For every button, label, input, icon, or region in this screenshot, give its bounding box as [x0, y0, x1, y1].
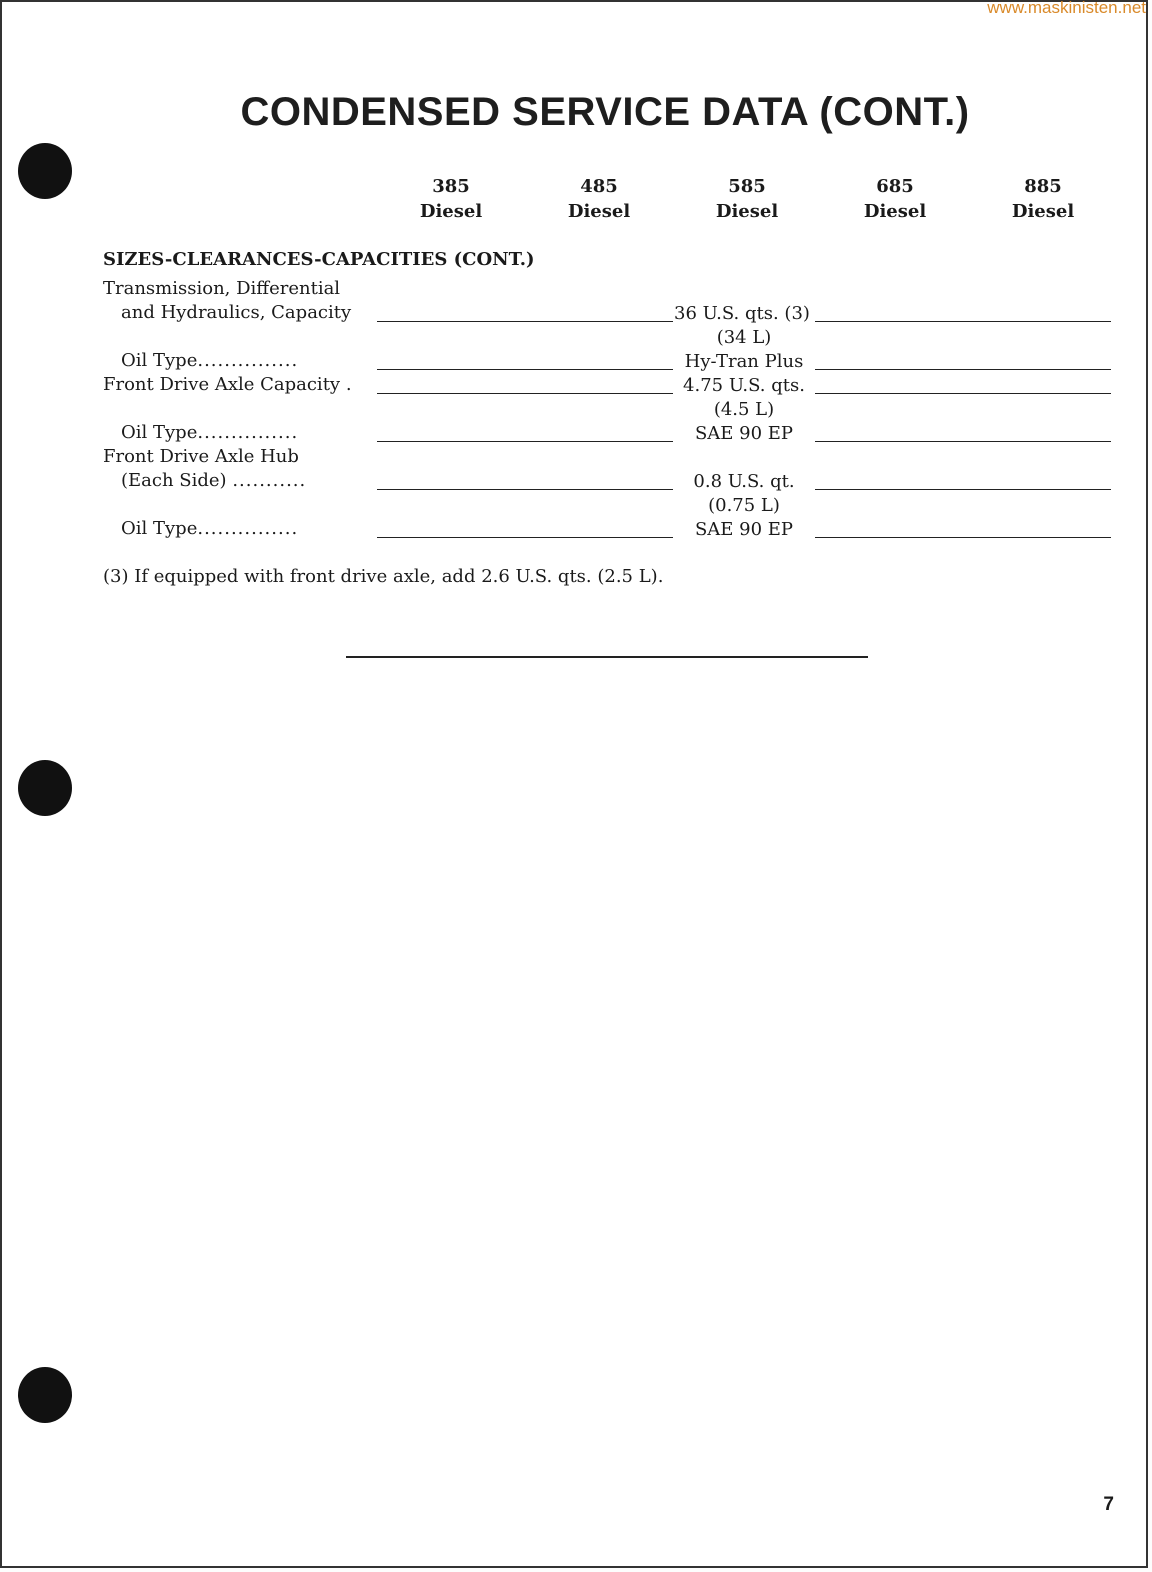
column-model: 685 — [876, 176, 914, 197]
value-transmission-capacity-metric: (34 L) — [716, 327, 772, 348]
leader-line — [815, 441, 1111, 442]
column-header-385 — [391, 174, 511, 224]
value-front-drive-axle-oil: SAE 90 EP — [694, 423, 794, 444]
leader-line — [377, 393, 673, 394]
column-header-485 — [539, 174, 659, 224]
end-rule — [346, 656, 868, 658]
value-transmission-oil: Hy-Tran Plus — [684, 351, 804, 372]
leader-line — [377, 489, 673, 490]
binder-hole-bottom — [18, 1367, 72, 1423]
footnote: (3) If equipped with front drive axle, add 2.6 U.S. qts. (2.5 L). — [103, 566, 664, 587]
row-label-oil-type: Oil Type............... — [121, 422, 299, 443]
column-type: Diesel — [567, 201, 631, 222]
leader-line — [377, 441, 673, 442]
value-hub-capacity-metric: (0.75 L) — [708, 495, 780, 516]
row-label-transmission: Transmission, Differential — [103, 278, 341, 299]
row-label-oil-type: Oil Type............... — [121, 350, 299, 371]
column-model: 885 — [1024, 176, 1062, 197]
row-label-front-drive-axle-hub: Front Drive Axle Hub — [103, 446, 299, 467]
value-hub-capacity: 0.8 U.S. qt. — [693, 471, 795, 492]
row-label-front-drive-axle: Front Drive Axle Capacity . — [103, 374, 352, 395]
column-header-685 — [835, 174, 955, 224]
column-type: Diesel — [419, 201, 483, 222]
column-type: Diesel — [863, 201, 927, 222]
page-number: 7 — [1103, 1494, 1114, 1515]
column-type: Diesel — [1011, 201, 1075, 222]
column-model: 485 — [580, 176, 618, 197]
leader-line — [815, 537, 1111, 538]
column-type: Diesel — [715, 201, 779, 222]
leader-line — [815, 321, 1111, 322]
value-front-drive-axle-metric: (4.5 L) — [713, 399, 775, 420]
leader-line — [815, 369, 1111, 370]
column-model: 585 — [728, 176, 766, 197]
binder-hole-top — [18, 143, 72, 199]
value-front-drive-axle-capacity: 4.75 U.S. qts. — [683, 375, 805, 396]
binder-hole-middle — [18, 760, 72, 816]
value-hub-oil: SAE 90 EP — [694, 519, 794, 540]
leader-line — [377, 369, 673, 370]
leader-line — [377, 537, 673, 538]
column-header-885 — [983, 174, 1103, 224]
row-label-each-side: (Each Side) ........... — [121, 470, 307, 491]
leader-line — [815, 489, 1111, 490]
page-title: CONDENSED SERVICE DATA (CONT.) — [240, 90, 970, 134]
leader-line — [377, 321, 673, 322]
watermark: www.maskinisten.net — [987, 0, 1146, 17]
leader-line — [815, 393, 1111, 394]
column-model: 385 — [432, 176, 470, 197]
row-label-transmission-2: and Hydraulics, Capacity — [121, 302, 352, 323]
row-label-oil-type: Oil Type............... — [121, 518, 299, 539]
value-transmission-capacity: 36 U.S. qts. (3) — [674, 303, 810, 324]
section-title: SIZES-CLEARANCES-CAPACITIES (CONT.) — [103, 249, 535, 270]
column-header-585 — [687, 174, 807, 224]
